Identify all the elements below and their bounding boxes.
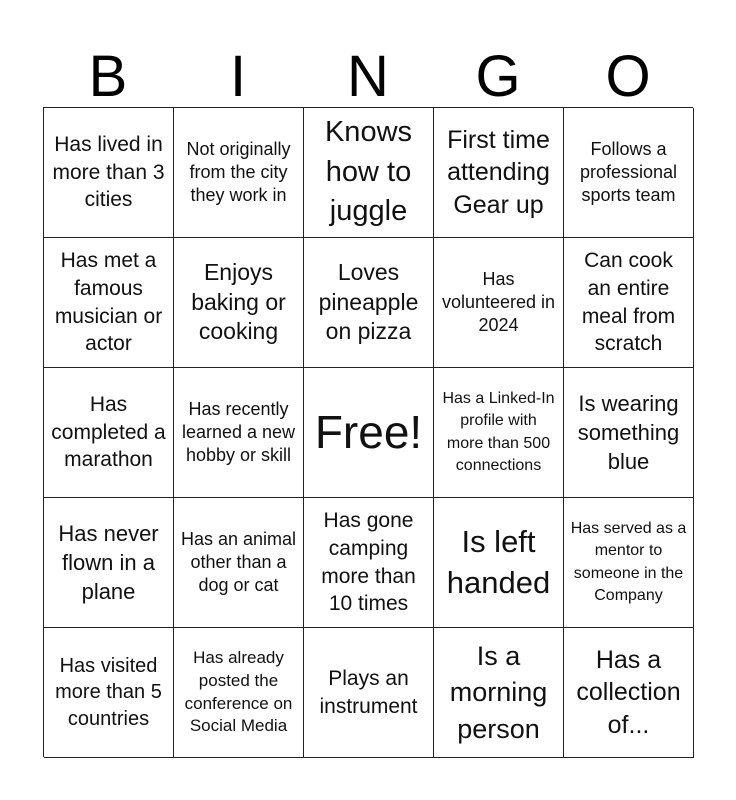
cell-text: Has an animal other than a dog or cat [180, 528, 297, 596]
cell-text: Is left handed [446, 524, 551, 600]
bingo-cell[interactable] [304, 108, 434, 238]
bingo-cell[interactable] [434, 238, 564, 368]
bingo-cell[interactable] [304, 628, 434, 758]
bingo-cell[interactable] [174, 498, 304, 628]
bingo-header [43, 42, 693, 108]
cell-text: Has visited more than 5 countries [55, 654, 162, 730]
bingo-cell[interactable] [174, 108, 304, 238]
header-letter-n: N [347, 44, 389, 109]
bingo-cell[interactable] [564, 628, 694, 758]
bingo-cell[interactable] [434, 368, 564, 498]
free-space-cell[interactable] [304, 368, 434, 498]
header-letter-o: O [605, 44, 651, 109]
bingo-cell[interactable] [174, 368, 304, 498]
cell-text: Plays an instrument [319, 666, 418, 718]
cell-text: Has lived in more than 3 cities [52, 132, 165, 212]
cell-text: Is wearing something blue [577, 390, 680, 475]
bingo-cell[interactable] [434, 498, 564, 628]
cell-text: Enjoys baking or cooking [191, 258, 286, 345]
bingo-cell[interactable] [44, 498, 174, 628]
cell-text: Has already posted the conference on Social Media [184, 648, 293, 736]
header-letter-g: G [475, 44, 521, 109]
cell-text: Has never flown in a plane [58, 520, 159, 605]
cell-text: First time attending Gear up [447, 125, 550, 219]
cell-text: Has recently learned a new hobby or skill [181, 398, 296, 466]
cell-text: Has served as a mentor to someone in the Company [570, 520, 687, 604]
bingo-cell[interactable] [564, 498, 694, 628]
cell-text: Has completed a marathon [51, 392, 166, 472]
bingo-cell[interactable] [304, 238, 434, 368]
bingo-cell[interactable] [174, 628, 304, 758]
cell-text: Is a morning person [449, 640, 548, 744]
cell-text: Not originally from the city they work in [186, 138, 291, 206]
cell-text: Has volunteered in 2024 [441, 268, 556, 336]
bingo-cell[interactable] [44, 108, 174, 238]
bingo-cell[interactable] [304, 498, 434, 628]
cell-text: Has a Linked-In profile with more than 500 connections [442, 390, 555, 474]
bingo-cell[interactable] [44, 238, 174, 368]
bingo-cell[interactable] [564, 238, 694, 368]
bingo-board [43, 107, 693, 757]
bingo-cell[interactable] [434, 628, 564, 758]
bingo-cell[interactable] [174, 238, 304, 368]
bingo-cell[interactable] [564, 368, 694, 498]
bingo-cell[interactable] [434, 108, 564, 238]
cell-text: Has a collection of... [576, 645, 681, 739]
cell-text: Can cook an entire meal from scratch [581, 248, 676, 356]
cell-text: Knows how to juggle [324, 116, 413, 228]
bingo-cell[interactable] [564, 108, 694, 238]
cell-text: Has gone camping more than 10 times [321, 508, 416, 616]
header-letter-i: I [229, 44, 247, 109]
bingo-cell[interactable] [44, 368, 174, 498]
free-space-text: Free! [314, 406, 423, 459]
header-letter-b: B [88, 44, 128, 109]
bingo-cell[interactable] [44, 628, 174, 758]
cell-text: Has met a famous musician or actor [54, 248, 163, 356]
cell-text: Follows a professional sports team [579, 138, 678, 206]
cell-text: Loves pineapple on pizza [318, 258, 419, 345]
